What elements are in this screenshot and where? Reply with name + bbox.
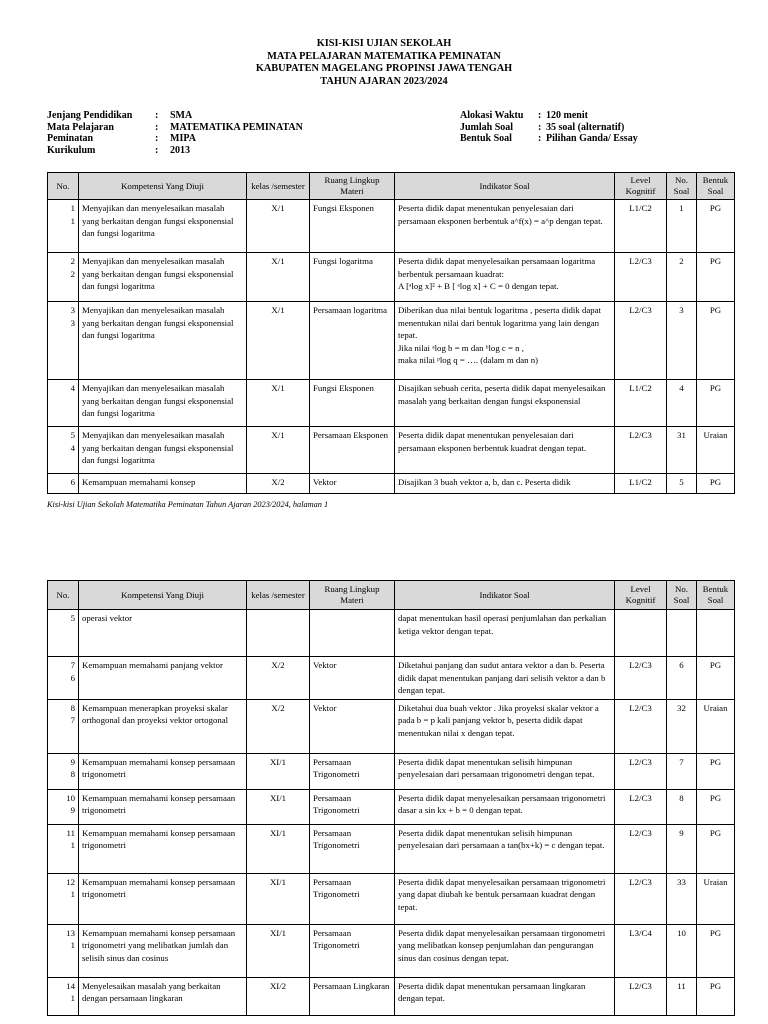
cell-kompetensi: Kemampuan menerapkan proyeksi skalar orthogonal dan proyeksi vektor ortogonal <box>79 699 247 753</box>
table-row <box>48 789 735 824</box>
meta-value: MIPA <box>170 133 196 144</box>
cell-indikator: Peserta didik dapat menentukan selisih himpunan penyelesaian dari persamaan trigonometri dengan tepat. <box>395 753 615 789</box>
cell-ruang: Persamaan logaritma <box>310 302 395 380</box>
meta-label: Jenjang Pendidikan <box>47 110 133 121</box>
table-row <box>48 657 735 700</box>
cell-no: 6 <box>48 474 79 494</box>
meta-value: MATEMATIKA PEMINATAN <box>170 121 303 133</box>
cell-ruang: Fungsi Eksponen <box>310 380 395 427</box>
table-row <box>48 873 735 924</box>
cell-level: L3/C4 <box>615 924 667 977</box>
table-row <box>48 924 735 977</box>
cell-indikator: Peserta didik dapat menentukan penyelesaian dari persamaan eksponen berbentuk a^f(x) = a^p dengan tepat. <box>395 200 615 253</box>
table-row <box>48 610 735 657</box>
cell-level: L1/C2 <box>615 474 667 494</box>
cell-kompetensi: Kemampuan memahami konsep persamaan trigonometri yang melibatkan jumlah dan selisih sinus dan cosinus <box>79 924 247 977</box>
cell-ruang: Fungsi Eksponen <box>310 200 395 253</box>
cell-ruang: Persamaan Lingkaran <box>310 977 395 1015</box>
cell-no: 4 <box>48 380 79 427</box>
cell-kelas: X/2 <box>247 699 310 753</box>
cell-kelas: XI/1 <box>247 753 310 789</box>
col-header-ruang: Ruang Lingkup Materi <box>310 173 395 200</box>
cell-no: 14 1 <box>48 977 79 1015</box>
cell-bentuk: PG <box>697 657 735 700</box>
title-line-4: TAHUN AJARAN 2023/2024 <box>320 75 448 87</box>
cell-kompetensi: Kemampuan memahami konsep persamaan trigonometri <box>79 753 247 789</box>
meta-value: 2013 <box>170 144 190 156</box>
cell-level: L2/C3 <box>615 873 667 924</box>
cell-nosoal: 4 <box>667 380 697 427</box>
cell-kompetensi: Kemampuan memahami panjang vektor <box>79 657 247 700</box>
cell-bentuk: PG <box>697 977 735 1015</box>
table-row <box>48 977 735 1015</box>
cell-kompetensi: Kemampuan memahami konsep persamaan trigonometri <box>79 789 247 824</box>
cell-kompetensi: Menyajikan dan menyelesaikan masalah yang berkaitan dengan fungsi eksponensial dan fungsi logaritma <box>79 427 247 474</box>
col-header-no: No. <box>48 173 79 200</box>
cell-kompetensi: Kemampuan memahami konsep <box>79 474 247 494</box>
cell-ruang: Vektor <box>310 474 395 494</box>
meta-left: Jenjang Pendidikan : SMA Mata Pelajaran : MATEMATIKA PEMINATAN Peminatan : MIPA Kurikulum : 2013 <box>47 110 303 156</box>
cell-level: L2/C3 <box>615 753 667 789</box>
cell-kelas: X/2 <box>247 657 310 700</box>
col-header-kelas: kelas /semester <box>247 581 310 610</box>
title-line-1: KISI-KISI UJIAN SEKOLAH <box>316 38 452 49</box>
cell-nosoal: 8 <box>667 789 697 824</box>
kisi-table-page-1 <box>47 172 735 494</box>
table-row <box>48 474 735 494</box>
cell-bentuk: PG <box>697 924 735 977</box>
cell-no: 11 1 <box>48 824 79 873</box>
cell-ruang: Persamaan Trigonometri <box>310 789 395 824</box>
cell-nosoal: 10 <box>667 924 697 977</box>
col-header-indikator: Indikator Soal <box>395 581 615 610</box>
cell-indikator: dapat menentukan hasil operasi penjumlahan dan perkalian ketiga vektor dengan tepat. <box>395 610 615 657</box>
meta-label: Jumlah Soal <box>460 121 514 133</box>
cell-level: L2/C3 <box>615 253 667 302</box>
meta-label: Mata Pelajaran <box>47 121 114 133</box>
cell-ruang: Fungsi logaritma <box>310 253 395 302</box>
cell-nosoal: 11 <box>667 977 697 1015</box>
cell-bentuk: PG <box>697 753 735 789</box>
cell-bentuk: PG <box>697 824 735 873</box>
col-header-kompetensi: Kompetensi Yang Diuji <box>79 581 247 610</box>
col-header-level: Level Kognitif <box>615 173 667 200</box>
col-header-ruang: Ruang Lingkup Materi <box>310 581 395 610</box>
cell-nosoal: 1 <box>667 200 697 253</box>
meta-label: Bentuk Soal <box>460 133 512 144</box>
meta-label: Alokasi Waktu <box>460 110 524 121</box>
meta-value: Pilihan Ganda/ Essay <box>546 133 638 144</box>
cell-bentuk: Uraian <box>697 873 735 924</box>
cell-level: L2/C3 <box>615 302 667 380</box>
table-row <box>48 253 735 302</box>
cell-ruang <box>310 610 395 657</box>
cell-nosoal: 9 <box>667 824 697 873</box>
cell-kompetensi: Menyelesaikan masalah yang berkaitan dengan persamaan lingkaran <box>79 977 247 1015</box>
cell-level: L2/C3 <box>615 699 667 753</box>
table-row <box>48 302 735 380</box>
cell-no: 2 2 <box>48 253 79 302</box>
col-header-indikator: Indikator Soal <box>395 173 615 200</box>
table-row <box>48 427 735 474</box>
cell-indikator: Diberikan dua nilai bentuk logaritma , peserta didik dapat menentukan nilai dari bentuk logaritma yang lain dengan tepat. Jika nilai ᵃlog b = m dan ᵇlog c = n , maka nilai ᵖlog q = …. (dalam m dan n) <box>395 302 615 380</box>
cell-ruang: Vektor <box>310 657 395 700</box>
cell-level: L1/C2 <box>615 200 667 253</box>
cell-kelas: X/1 <box>247 427 310 474</box>
cell-ruang: Persamaan Trigonometri <box>310 753 395 789</box>
cell-level <box>615 610 667 657</box>
meta-value: 35 soal (alternatif) <box>546 121 625 133</box>
meta-label: Kurikulum <box>47 144 96 156</box>
cell-no: 5 <box>48 610 79 657</box>
col-header-kompetensi: Kompetensi Yang Diuji <box>79 173 247 200</box>
cell-no: 12 1 <box>48 873 79 924</box>
cell-ruang: Persamaan Trigonometri <box>310 824 395 873</box>
table-row <box>48 699 735 753</box>
cell-bentuk: PG <box>697 474 735 494</box>
cell-level: L2/C3 <box>615 977 667 1015</box>
meta-value: SMA <box>170 110 193 121</box>
cell-no: 7 6 <box>48 657 79 700</box>
table-row <box>48 824 735 873</box>
cell-bentuk: Uraian <box>697 427 735 474</box>
cell-bentuk: PG <box>697 253 735 302</box>
cell-ruang: Persamaan Trigonometri <box>310 873 395 924</box>
cell-kelas: XI/1 <box>247 824 310 873</box>
cell-nosoal <box>667 610 697 657</box>
meta-right: Alokasi Waktu : 120 menit Jumlah Soal : 35 soal (alternatif) Bentuk Soal : Pilihan Ganda/ Essay <box>460 110 638 144</box>
cell-kompetensi: operasi vektor <box>79 610 247 657</box>
cell-kompetensi: Kemampuan memahami konsep persamaan trigonometri <box>79 873 247 924</box>
cell-kompetensi: Menyajikan dan menyelesaikan masalah yang berkaitan dengan fungsi eksponensial dan fungsi logaritma <box>79 253 247 302</box>
cell-bentuk: PG <box>697 380 735 427</box>
document-title <box>0 38 768 88</box>
cell-indikator: Disajikan 3 buah vektor a, b, dan c. Peserta didik <box>395 474 615 494</box>
cell-level: L2/C3 <box>615 824 667 873</box>
col-header-nosoal: No. Soal <box>667 173 697 200</box>
cell-bentuk: PG <box>697 302 735 380</box>
cell-kelas: X/1 <box>247 380 310 427</box>
cell-indikator: Peserta didik dapat menyelesaikan persamaan logaritma berbentuk persamaan kuadrat: A [ᵃlog x]² + B [ ᵃlog x] + C = 0 dengan tepat. <box>395 253 615 302</box>
cell-kelas: XI/1 <box>247 924 310 977</box>
cell-indikator: Diketahui dua buah vektor . Jika proyeksi skalar vektor a pada b = p kali panjang vektor b, peserta didik dapat menentukan nilai x dengan tepat. <box>395 699 615 753</box>
cell-no: 10 9 <box>48 789 79 824</box>
cell-kelas: X/2 <box>247 474 310 494</box>
cell-ruang: Persamaan Trigonometri <box>310 924 395 977</box>
cell-indikator: Peserta didik dapat menyelesaikan persamaan trigonometri yang dapat diubah ke bentuk persamaan kuadrat dengan tepat. <box>395 873 615 924</box>
col-header-level: Level Kognitif <box>615 581 667 610</box>
cell-ruang: Persamaan Eksponen <box>310 427 395 474</box>
cell-no: 1 1 <box>48 200 79 253</box>
cell-level: L2/C3 <box>615 657 667 700</box>
cell-kelas: X/1 <box>247 253 310 302</box>
cell-nosoal: 7 <box>667 753 697 789</box>
cell-level: L2/C3 <box>615 789 667 824</box>
cell-indikator: Peserta didik dapat menyelesaikan persamaan trigonometri dasar a sin kx + b = 0 dengan tepat. <box>395 789 615 824</box>
cell-ruang: Vektor <box>310 699 395 753</box>
cell-kompetensi: Menyajikan dan menyelesaikan masalah yang berkaitan dengan fungsi eksponensial dan fungsi logaritma <box>79 380 247 427</box>
cell-kelas: XI/2 <box>247 977 310 1015</box>
col-header-no: No. <box>48 581 79 610</box>
cell-nosoal: 3 <box>667 302 697 380</box>
col-header-bentuk: Bentuk Soal <box>697 173 735 200</box>
cell-kelas: XI/1 <box>247 873 310 924</box>
cell-indikator: Diketahui panjang dan sudut antara vektor a dan b. Peserta didik dapat menentukan panjang dari selisih vektor a dan b dengan tepat. <box>395 657 615 700</box>
meta-value: 120 menit <box>546 110 588 121</box>
cell-level: L1/C2 <box>615 380 667 427</box>
cell-kompetensi: Menyajikan dan menyelesaikan masalah yang berkaitan dengan fungsi eksponensial dan fungsi logaritma <box>79 302 247 380</box>
cell-no: 9 8 <box>48 753 79 789</box>
cell-level: L2/C3 <box>615 427 667 474</box>
table-row <box>48 200 735 253</box>
title-line-3: KABUPATEN MAGELANG PROPINSI JAWA TENGAH <box>255 63 513 74</box>
cell-indikator: Peserta didik dapat menentukan persamaan lingkaran dengan tepat. <box>395 977 615 1015</box>
cell-indikator: Peserta didik dapat menentukan penyelesaian dari persamaan eksponen berbentuk kuadrat dengan tepat. <box>395 427 615 474</box>
table-row <box>48 380 735 427</box>
cell-indikator: Disajikan sebuah cerita, peserta didik dapat menyelesaikan masalah yang berkaitan dengan fungsi eksponensial <box>395 380 615 427</box>
table-row <box>48 753 735 789</box>
cell-indikator: Peserta didik dapat menyelesaikan persamaan tirgonometri yang melibatkan konsep penjumlahan dan pengurangan sinus dan cosinus dengan tepat. <box>395 924 615 977</box>
cell-no: 13 1 <box>48 924 79 977</box>
cell-no: 5 4 <box>48 427 79 474</box>
cell-no: 8 7 <box>48 699 79 753</box>
cell-bentuk: PG <box>697 789 735 824</box>
cell-kelas: X/1 <box>247 302 310 380</box>
cell-nosoal: 5 <box>667 474 697 494</box>
meta-label: Peminatan <box>47 133 94 144</box>
cell-bentuk <box>697 610 735 657</box>
cell-bentuk: Uraian <box>697 699 735 753</box>
cell-kelas: X/1 <box>247 200 310 253</box>
title-line-2: MATA PELAJARAN MATEMATIKA PEMINATAN <box>267 50 501 62</box>
cell-kompetensi: Kemampuan memahami konsep persamaan trigonometri <box>79 824 247 873</box>
cell-indikator: Peserta didik dapat menentukan selisih himpunan penyelesaian dari persamaan a tan(bx+k) = c dengan tepat. <box>395 824 615 873</box>
cell-nosoal: 6 <box>667 657 697 700</box>
page-footnote: Kisi-kisi Ujian Sekolah Matematika Peminatan Tahun Ajaran 2023/2024, halaman 1 <box>47 500 329 509</box>
cell-nosoal: 32 <box>667 699 697 753</box>
cell-bentuk: PG <box>697 200 735 253</box>
kisi-table-page-2 <box>47 580 735 1016</box>
cell-kelas: XI/1 <box>247 789 310 824</box>
cell-nosoal: 2 <box>667 253 697 302</box>
cell-kelas <box>247 610 310 657</box>
cell-no: 3 3 <box>48 302 79 380</box>
cell-kompetensi: Menyajikan dan menyelesaikan masalah yang berkaitan dengan fungsi eksponensial dan fungsi logaritma <box>79 200 247 253</box>
col-header-nosoal: No. Soal <box>667 581 697 610</box>
cell-nosoal: 33 <box>667 873 697 924</box>
col-header-bentuk: Bentuk Soal <box>697 581 735 610</box>
col-header-kelas: kelas /semester <box>247 173 310 200</box>
cell-nosoal: 31 <box>667 427 697 474</box>
